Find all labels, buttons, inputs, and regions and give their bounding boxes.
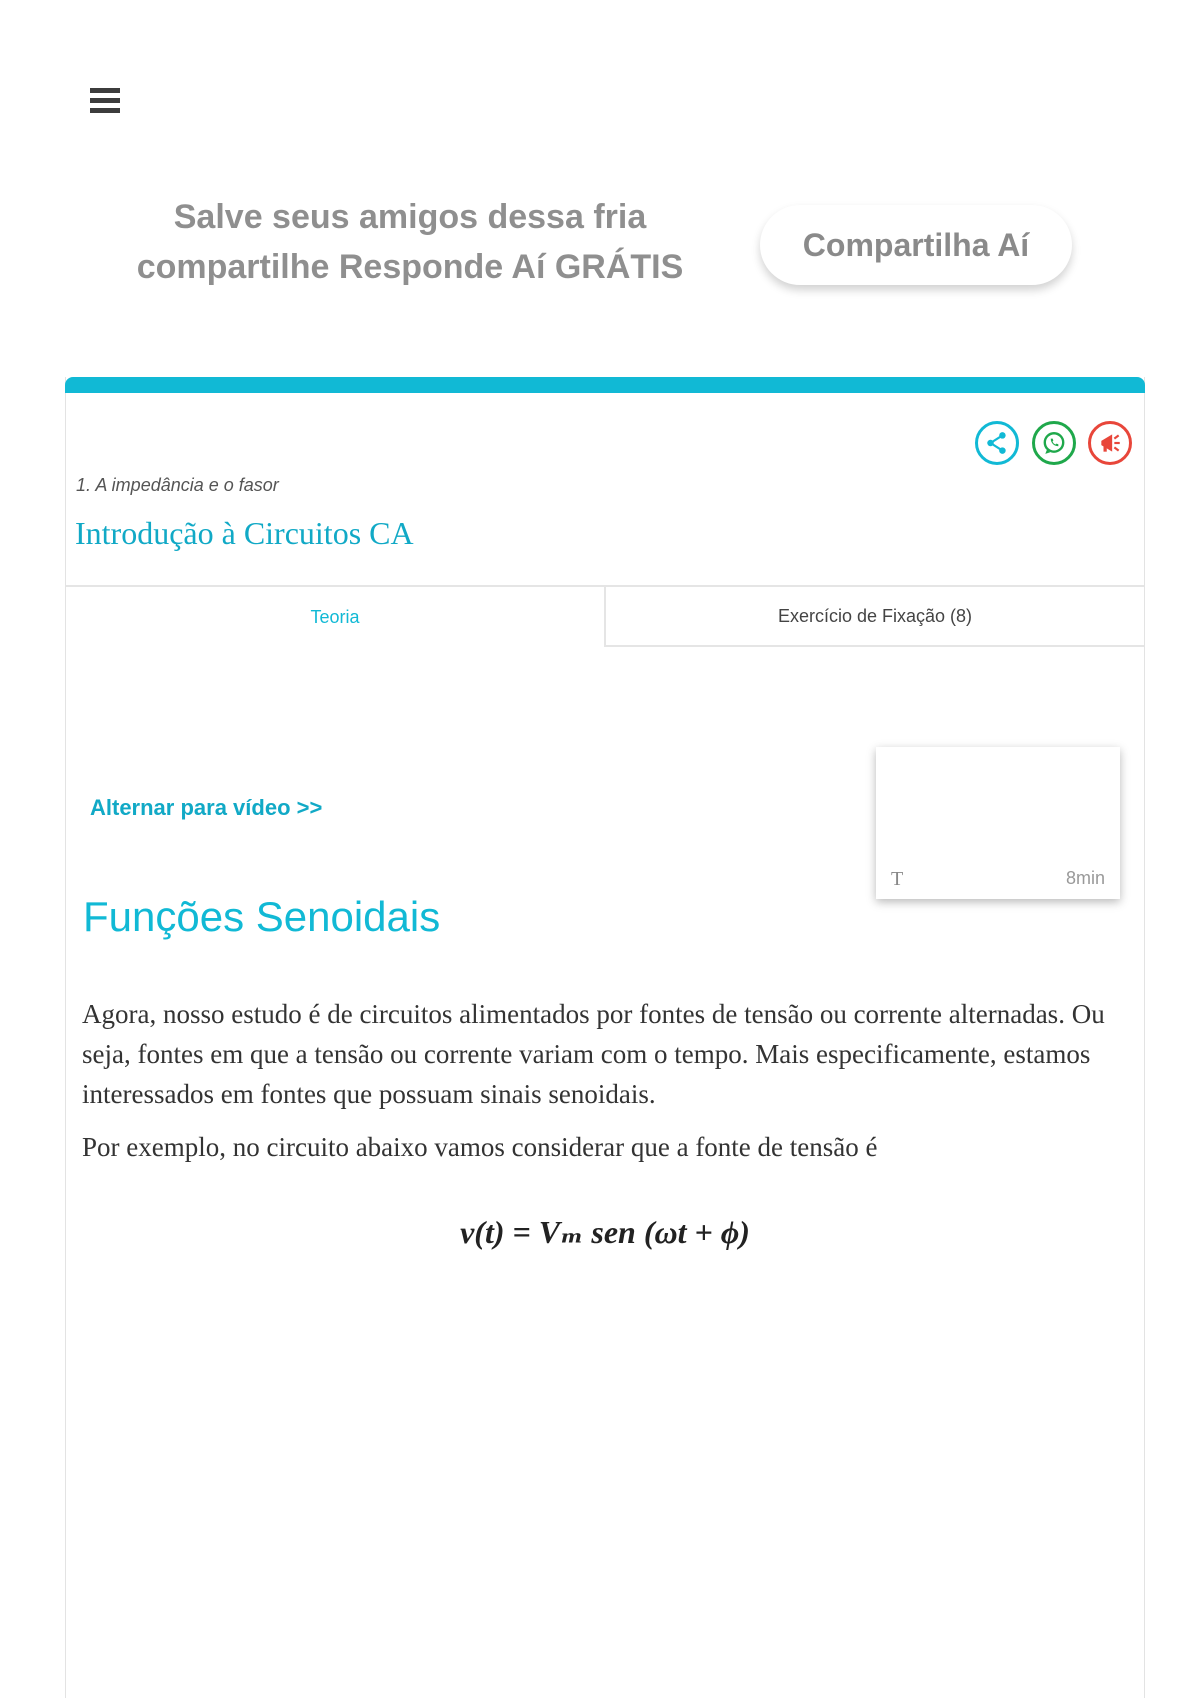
tab-teoria[interactable]: Teoria — [310, 606, 360, 627]
toggle-video-link[interactable]: Alternar para vídeo >> — [90, 795, 323, 820]
lesson-title: Introdução à Circuitos CA — [75, 515, 414, 551]
promo-line-1: Salve seus amigos dessa fria — [173, 198, 647, 236]
promo-line-2: compartilhe Responde Aí GRÁTIS — [136, 248, 684, 286]
whatsapp-icon[interactable] — [1032, 421, 1076, 465]
hamburger-menu-icon[interactable] — [90, 88, 120, 114]
voltage-equation: v(t) = Vₘ sen (ωt + ϕ) — [460, 1214, 750, 1250]
megaphone-icon[interactable] — [1088, 421, 1132, 465]
section-heading: Funções Senoidais — [83, 893, 441, 940]
paragraph-example: Por exemplo, no circuito abaixo vamos considerar que a fonte de tensão é — [82, 1132, 878, 1162]
thumbnail-letter: T — [891, 868, 904, 890]
breadcrumb: 1. A impedância e o fasor — [76, 475, 279, 495]
tab-bar — [66, 585, 1144, 647]
share-icon[interactable] — [975, 421, 1019, 465]
video-thumbnail[interactable] — [876, 747, 1120, 899]
tab-exercicio-fixacao[interactable]: Exercício de Fixação (8) — [604, 587, 1144, 647]
paragraph-intro: Agora, nosso estudo é de circuitos alimentados por fontes de tensão ou corrente alternadas. Ou seja, fontes em que a tensão ou corrente variam com o tempo. Mais especificamente, estamos interessados em fontes que possuam sinais senoidais. — [82, 999, 1105, 1109]
lesson-card — [65, 377, 1145, 1698]
share-cta-button[interactable]: Compartilha Aí — [760, 205, 1072, 285]
promo-message — [120, 192, 700, 292]
card-accent-bar — [65, 377, 1145, 393]
video-duration: 8min — [1065, 868, 1105, 888]
